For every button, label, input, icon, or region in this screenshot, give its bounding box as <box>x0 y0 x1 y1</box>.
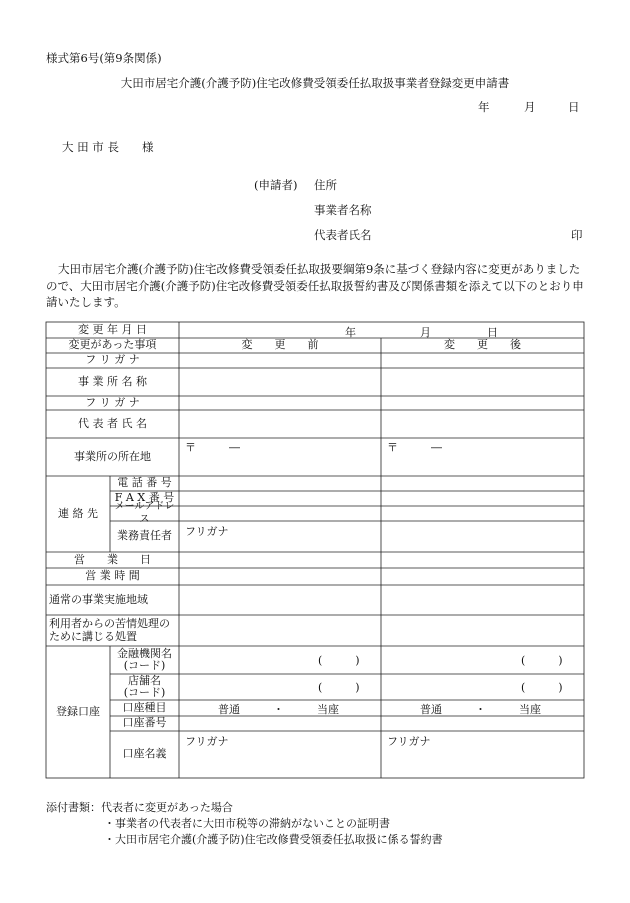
bank-code-after: ( ) <box>521 654 563 667</box>
holder-furigana-after: フリガナ <box>387 735 431 748</box>
date-year: 年 <box>478 100 490 114</box>
form-number: 様式第6号(第9条関係) <box>46 51 162 65</box>
label-representative-name: 代 表 者 氏 名 <box>78 416 147 430</box>
holder-furigana-before: フリガナ <box>185 735 229 748</box>
label-account-type: 口座種目 <box>122 700 167 714</box>
intro-paragraph: 大田市居宅介護(介護予防)住宅改修費受領委任払取扱要綱第9条に基づく登録内容に変更がありましたので、大田市居宅介護(介護予防)住宅改修費受領委任払取扱誓約書及び関係書類を添えて以下のとおり申請いたします。 <box>46 262 584 309</box>
label-account-number: 口座番号 <box>122 716 167 730</box>
label-contact: 連 絡 先 <box>58 506 98 520</box>
change-date-month: 月 <box>420 326 431 339</box>
header-after: 変 更 後 <box>444 338 521 352</box>
applicant-address-label: 住所 <box>314 178 337 192</box>
attachment-item: ・事業者の代表者に大田市税等の滞納がないことの証明書 <box>104 817 390 830</box>
header-before: 変 更 前 <box>241 338 319 352</box>
label-manager: 業務責任者 <box>117 529 172 543</box>
label-furigana-1: フ リ ガ ナ <box>85 353 140 367</box>
label-office-address: 事業所の所在地 <box>74 449 151 463</box>
label-business-days: 営 業 日 <box>74 552 151 566</box>
date-day: 日 <box>568 100 580 114</box>
applicant-representative-label: 代表者氏名 <box>314 228 372 242</box>
account-type-before: 普通 ・ 当座 <box>218 703 339 716</box>
account-type-after: 普通 ・ 当座 <box>420 703 541 716</box>
bank-code-before: ( ) <box>318 654 360 667</box>
branch-code-before: ( ) <box>318 681 360 694</box>
label-office-name: 事 業 所 名 称 <box>78 374 147 388</box>
attachment-item: ・大田市居宅介護(介護予防)住宅改修費受領委任払取扱に係る誓約書 <box>104 833 443 846</box>
label-bank-name: 金融機関名 (コード) <box>117 646 172 672</box>
label-change-date: 変 更 年 月 日 <box>78 322 147 336</box>
applicant-label: (申請者) <box>254 178 298 192</box>
postal-mark-before: 〒 ― <box>185 441 240 454</box>
label-changed-item: 変更があった事項 <box>68 338 157 352</box>
branch-code-after: ( ) <box>521 681 563 694</box>
label-email: メールアドレス <box>114 501 175 525</box>
postal-mark-after: 〒 ― <box>387 441 442 454</box>
label-phone: 電 話 番 号 <box>117 476 172 490</box>
change-date-year: 年 <box>345 326 356 339</box>
label-branch-name: 店舗名 (コード) <box>123 673 166 699</box>
manager-furigana: フリガナ <box>185 525 229 538</box>
attachments-label: 添付書類：代表者に変更があった場合 <box>46 801 233 814</box>
label-business-hours: 営 業 時 間 <box>85 569 140 583</box>
label-furigana-2: フ リ ガ ナ <box>85 395 140 409</box>
applicant-business-name-label: 事業者名称 <box>314 203 372 217</box>
change-date-day: 日 <box>487 326 498 339</box>
addressee: 大 田 市 長 様 <box>62 140 154 154</box>
document-title: 大田市居宅介護(介護予防)住宅改修費受領委任払取扱事業者登録変更申請書 <box>120 76 510 90</box>
label-service-area: 通常の事業実施地域 <box>49 592 148 606</box>
label-complaint-handling: 利用者からの苦情処理のために講じる処置 <box>49 617 170 643</box>
label-bank-account: 登録口座 <box>56 704 100 718</box>
label-fax: F A X 番 号 <box>114 491 175 505</box>
seal-mark: 印 <box>571 228 583 242</box>
label-account-holder: 口座名義 <box>122 747 167 761</box>
date-month: 月 <box>524 100 536 114</box>
